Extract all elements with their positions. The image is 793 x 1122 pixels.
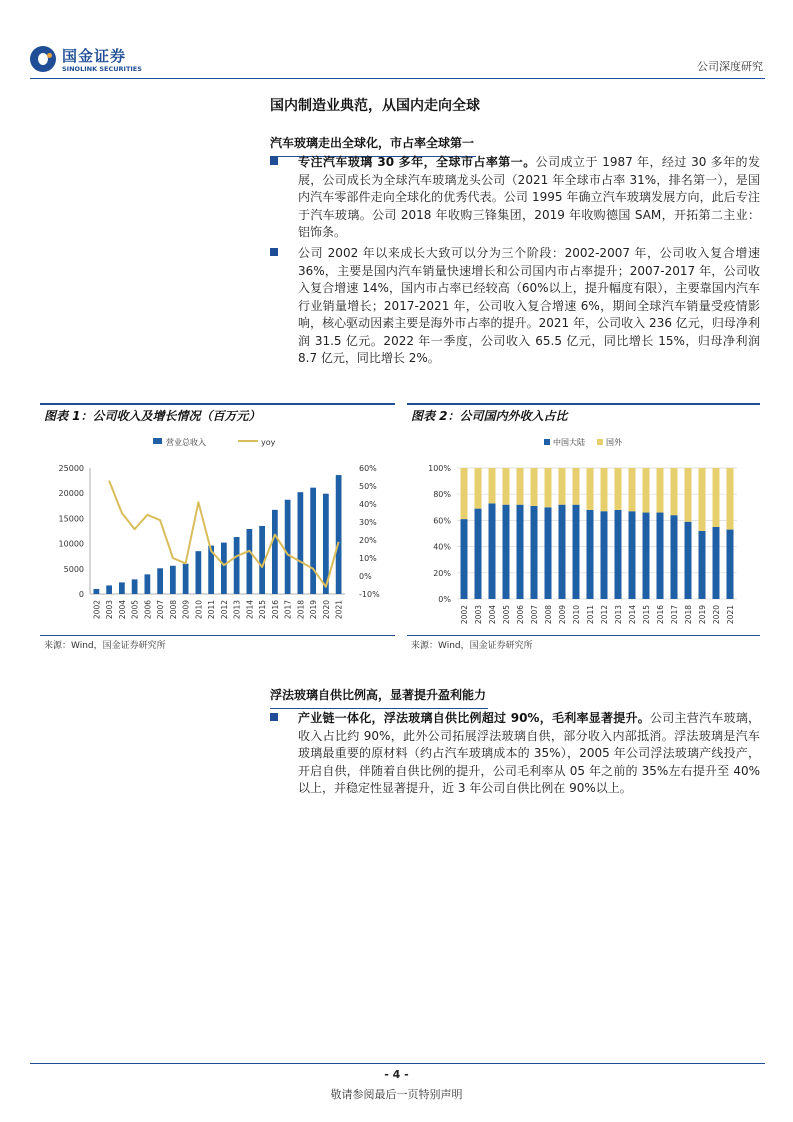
x-tick-label: 2016 [270,600,280,620]
disclaimer-note: 敬请参阅最后一页特别声明 [330,1088,463,1101]
y-tick-label: 20% [433,568,451,578]
x-tick-label: 2011 [207,600,217,620]
x-tick-label: 2012 [600,605,609,625]
bar-revenue-2014 [247,529,253,594]
x-tick-label: 2019 [698,605,707,625]
bar-domestic-2010 [573,505,580,599]
bar-domestic-2003 [475,509,482,599]
bar-overseas-2003 [475,468,482,509]
bar-overseas-2012 [601,468,608,511]
bar-overseas-2020 [713,468,720,527]
bar-overseas-2002 [461,468,468,519]
bar-domestic-2006 [517,505,524,599]
y-right-tick-label: -10% [359,590,380,599]
bar-revenue-2010 [196,551,202,594]
x-tick-label: 2013 [232,600,242,620]
y-right-tick-label: 30% [359,518,377,527]
figure-2-title: 图表 2：公司国内外收入占比 [411,409,568,423]
figure-1-source: 来源：Wind，国金证券研究所 [44,641,166,651]
bar-domestic-2008 [545,507,552,599]
bar-overseas-2021 [727,468,734,530]
bar-revenue-2021 [336,475,342,594]
bar-domestic-2020 [713,527,720,599]
logo-name-en: SINOLINK SECURITIES [62,65,142,73]
x-tick-label: 2004 [117,600,127,620]
y-tick-label: 60% [433,516,451,526]
y-right-tick-label: 10% [359,554,377,563]
figure-1-bottom-rule [40,635,395,636]
y-right-tick-label: 60% [359,464,377,473]
bar-overseas-2006 [517,468,524,505]
bar-overseas-2013 [615,468,622,510]
x-tick-label: 2007 [156,600,166,620]
bar-revenue-2004 [119,582,125,594]
x-tick-label: 2021 [726,605,735,625]
y-right-tick-label: 0% [359,572,372,581]
bar-domestic-2017 [671,515,678,599]
figure-2-top-rule [407,403,760,405]
bar-revenue-2009 [183,564,189,594]
figure-2-chart [407,428,760,635]
bar-overseas-2019 [699,468,706,531]
figure-1-top-rule [40,403,395,405]
page-number: - 4 - [384,1068,409,1081]
bar-overseas-2014 [629,468,636,511]
y-tick-label: 0% [438,595,451,604]
x-tick-label: 2014 [245,600,255,620]
bar-revenue-2002 [94,589,100,594]
bullet-paragraph-1 [270,154,760,242]
x-tick-label: 2008 [544,605,553,625]
legend-swatch-overseas [597,439,603,445]
y-tick-label: 40% [433,542,451,552]
x-tick-label: 2003 [105,600,115,620]
bullet-paragraph-2 [270,245,760,368]
x-tick-label: 2011 [586,605,595,625]
bullet-3-text: 公司主营汽车玻璃，收入占比约 90%，此外公司拓展浮法玻璃自供，部分收入内部抵消。浮法玻璃是汽车玻璃最重要的原材料（约占汽车玻璃成本的 35%），2005 年公司浮法玻璃产线投产，开启自供，伴随着自供比例的提升，公司毛利率从 05 年之前的 35%左右提升至 40%以上，并稳定性显著提升，近 3 年公司自供比例在 90%以上。 [298,711,760,795]
bar-domestic-2011 [587,510,594,599]
bar-overseas-2015 [643,468,650,513]
bullet-square-icon [270,157,278,165]
x-tick-label: 2005 [502,605,511,625]
bar-domestic-2014 [629,511,636,599]
x-tick-label: 2013 [614,605,623,625]
x-tick-label: 2012 [219,600,229,620]
bar-revenue-2017 [285,500,291,594]
bar-domestic-2009 [559,505,566,599]
bar-domestic-2005 [503,505,510,599]
legend-label-yoy: yoy [261,438,276,447]
figure-2-source: 来源：Wind，国金证券研究所 [411,641,533,651]
x-tick-label: 2015 [642,605,651,625]
bar-overseas-2009 [559,468,566,505]
bar-revenue-2007 [157,568,163,594]
bar-revenue-2003 [106,585,112,594]
y-left-tick-label: 25000 [58,464,84,473]
y-left-tick-label: 0 [78,590,84,599]
logo-mark-icon [30,46,56,72]
subsection-title-1 [270,134,474,151]
header-divider [30,78,765,79]
figure-2-bottom-rule [407,635,760,636]
document-type: 公司深度研究 [697,60,763,73]
x-tick-label: 2015 [258,600,268,620]
y-right-tick-label: 50% [359,482,377,491]
bar-revenue-2006 [145,574,151,594]
bar-domestic-2021 [727,530,734,599]
bar-domestic-2015 [643,513,650,599]
x-tick-label: 2019 [309,600,319,620]
y-right-tick-label: 20% [359,536,377,545]
x-tick-label: 2018 [296,600,306,620]
bar-overseas-2011 [587,468,594,510]
x-tick-label: 2009 [558,605,567,625]
x-tick-label: 2006 [516,605,525,625]
x-tick-label: 2008 [168,600,178,620]
bullet-square-icon [270,713,278,721]
x-tick-label: 2007 [530,605,539,625]
subsection-underline [270,708,488,709]
x-tick-label: 2014 [628,605,637,625]
bar-revenue-2005 [132,579,138,594]
bar-overseas-2017 [671,468,678,515]
x-tick-label: 2010 [572,605,581,625]
y-right-tick-label: 40% [359,500,377,509]
bar-domestic-2007 [531,506,538,599]
bar-revenue-2012 [221,543,227,594]
x-tick-label: 2002 [460,605,469,625]
x-tick-label: 2004 [488,605,497,625]
bar-domestic-2004 [489,503,496,599]
legend-swatch-revenue [153,438,162,444]
y-left-tick-label: 15000 [58,514,84,524]
company-logo [30,44,170,78]
logo-dot [47,53,52,58]
x-tick-label: 2018 [684,605,693,625]
y-tick-label: 80% [433,490,451,500]
legend-label-revenue: 营业总收入 [166,438,206,447]
bullet-1-lead: 专注汽车玻璃 30 多年，全球市占率第一。 [298,155,536,169]
x-tick-label: 2006 [143,600,153,620]
figure-1-title: 图表 1：公司收入及增长情况（百万元） [44,409,261,423]
subsection-title-1-text: 汽车玻璃走出全球化，市占率全球第一 [270,136,475,150]
bullet-paragraph-3 [270,710,760,798]
x-tick-label: 2017 [283,600,293,620]
bar-overseas-2010 [573,468,580,505]
x-tick-label: 2020 [712,605,721,625]
subsection-title-2 [270,686,486,703]
bar-revenue-2018 [298,492,304,594]
bar-revenue-2019 [310,488,316,594]
bar-domestic-2002 [461,519,468,599]
y-left-tick-label: 10000 [58,539,84,549]
x-tick-label: 2016 [656,605,665,625]
logo-name-cn: 国金证券 [62,47,127,65]
bar-domestic-2019 [699,531,706,599]
bullet-3-lead: 产业链一体化，浮法玻璃自供比例超过 90%，毛利率显著提升。 [298,711,650,725]
bullet-2-text: 公司 2002 年以来成长大致可以分为三个阶段：2002-2007 年，公司收入复合增速 36%，主要是国内汽车销量快速增长和公司国内市占率提升；2007-2017 年，公司收入复合增速 14%，国内市占率已经较高（60%以上，提升幅度有限），主要靠国内汽车行业销量增长；2017-2021 年，公司收入复合增速 6%，期间全球汽车销量受疫情影响，核心驱动因素主要是海外市占率的提升。2021 年，公司收入 236 亿元，归母净利润 31.5 亿元。2022 年一季度，公司收入 65.5 亿元，同比增长 15%，归母净利润 8.7 亿元，同比增长 2%。 [298,246,760,365]
bar-revenue-2013 [234,537,240,594]
y-tick-label: 100% [428,464,451,473]
bar-overseas-2004 [489,468,496,503]
x-tick-label: 2017 [670,605,679,625]
bar-domestic-2012 [601,511,608,599]
bar-domestic-2013 [615,510,622,599]
legend-label-domestic: 中国大陆 [553,438,585,447]
bar-overseas-2007 [531,468,538,506]
x-tick-label: 2009 [181,600,191,620]
bullet-square-icon [270,248,278,256]
bar-domestic-2016 [657,513,664,599]
section-title: 国内制造业典范，从国内走向全球 [270,98,480,114]
footer-divider [30,1063,765,1064]
x-tick-label: 2021 [334,600,344,620]
bar-overseas-2018 [685,468,692,522]
bar-overseas-2008 [545,468,552,507]
x-tick-label: 2020 [321,600,331,620]
y-left-tick-label: 5000 [63,564,84,574]
legend-label-overseas: 国外 [606,438,622,447]
legend-swatch-domestic [544,439,550,445]
y-left-tick-label: 20000 [58,489,84,499]
bullet-1-text: 公司成立于 1987 年，经过 30 多年的发展，公司成长为全球汽车玻璃龙头公司（2021 年全球市占率 31%，排名第一），是国内汽车零部件走向全球化的优秀代表。公司 1995 年确立汽车玻璃发展方向，此后专注于汽车玻璃。公司 2018 年收购三锋集团，2019 年收购德国 SAM，开拓第二主业：铝饰条。 [298,155,760,239]
x-tick-label: 2002 [92,600,102,620]
bar-overseas-2016 [657,468,664,513]
x-tick-label: 2005 [130,600,140,620]
bar-domestic-2018 [685,522,692,599]
x-tick-label: 2010 [194,600,204,620]
figure-1-chart [40,428,395,635]
subsection-title-2-text: 浮法玻璃自供比例高，显著提升盈利能力 [270,688,487,702]
bar-revenue-2008 [170,566,176,594]
bar-overseas-2005 [503,468,510,505]
bar-revenue-2016 [272,510,278,594]
x-tick-label: 2003 [474,605,483,625]
